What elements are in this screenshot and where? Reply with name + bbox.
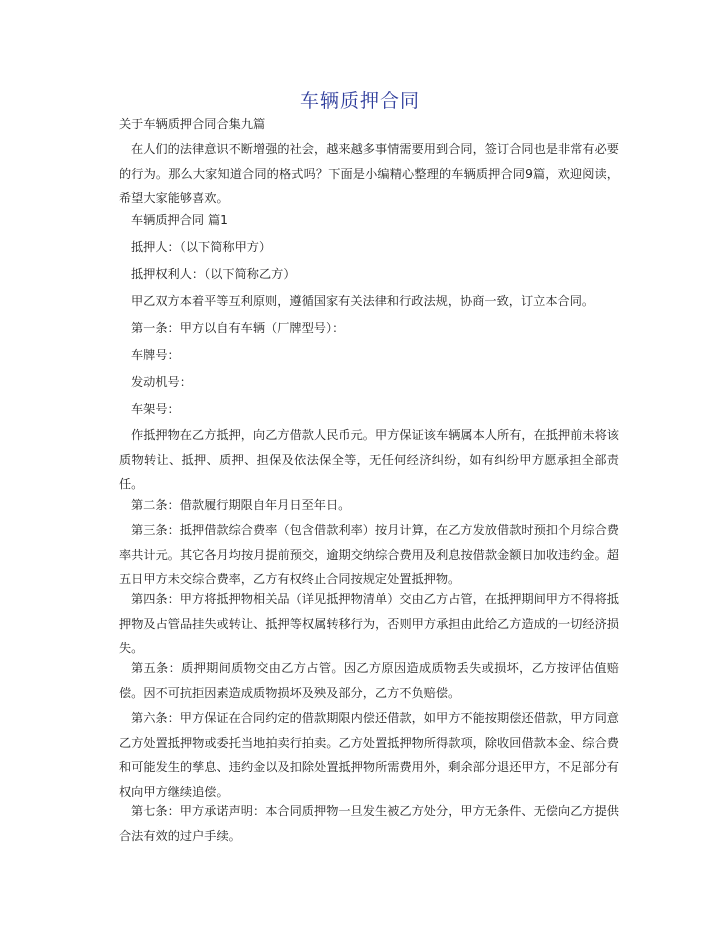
plate-number-field: 车牌号：	[131, 348, 180, 362]
clause-1-body: 作抵押物在乙方抵押，向乙方借款人民币元。甲方保证该车辆属本人所有，在抵押前未将该质物转让、抵押、质押、担保及依法保全等，无任何经济纠纷，如有纠纷甲方愿承担全部责任。	[119, 428, 619, 491]
clause-5: 第五条：质押期间质物交由乙方占管。因乙方原因造成质物丢失或损坏，乙方按评估值赔偿。因不可抗拒因素造成质物损坏及殃及部分，乙方不负赔偿。	[119, 661, 619, 700]
document-title: 车辆质押合同	[299, 90, 420, 112]
clause-7: 第七条：甲方承诺声明：本合同质押物一旦发生被乙方处分，甲方无条件、无偿向乙方提供合法有效的过户手续。	[119, 804, 619, 843]
engine-number-field: 发动机号：	[131, 375, 192, 389]
preamble-paragraph: 甲乙双方本着平等互利原则，遵循国家有关法律和行政法规，协商一致，订立本合同。	[131, 294, 595, 308]
clause-4: 第四条：甲方将抵押物相关品（详见抵押物清单）交由乙方占管，在抵押期间甲方不得将抵押物及占管品挂失或转让、抵押等权属转移行为，否则甲方承担由此给乙方造成的一切经济损失。	[119, 592, 619, 655]
clause-6: 第六条：甲方保证在合同约定的借款期限内偿还借款，如甲方不能按期偿还借款，甲方同意乙方处置抵押物或委托当地拍卖行拍卖。乙方处置抵押物所得款项，除收回借款本金、综合费和可能发生的孳息、违约金以及扣除处置抵押物所需费用外，剩余部分退还甲方，不足部分有权向甲方继续追偿。	[119, 711, 619, 799]
section-heading: 车辆质押合同 篇1	[131, 213, 228, 227]
intro-paragraph: 在人们的法律意识不断增强的社会，越来越多事情需要用到合同，签订合同也是非常有必要的行为。那么大家知道合同的格式吗？下面是小编精心整理的车辆质押合同9篇，欢迎阅读，希望大家能够喜欢。	[119, 142, 619, 205]
clause-3: 第三条：抵押借款综合费率（包含借款利率）按月计算，在乙方发放借款时预扣个月综合费率共计元。其它各月均按月提前预交，逾期交纳综合费用及利息按借款金额日加收违约金。超五日甲方未交综合费率，乙方有权终止合同按规定处置抵押物。	[119, 523, 619, 586]
clause-2: 第二条：借款履行期限自年月日至年日。	[131, 498, 351, 512]
pledgee-line: 抵押权利人：（以下简称乙方）	[131, 267, 296, 281]
document-subtitle: 关于车辆质押合同合集九篇	[119, 117, 266, 131]
pledgor-line: 抵押人：（以下简称甲方）	[131, 240, 272, 254]
frame-number-field: 车架号：	[131, 402, 180, 416]
clause-1-heading: 第一条：甲方以自有车辆（厂牌型号）：	[131, 321, 345, 335]
